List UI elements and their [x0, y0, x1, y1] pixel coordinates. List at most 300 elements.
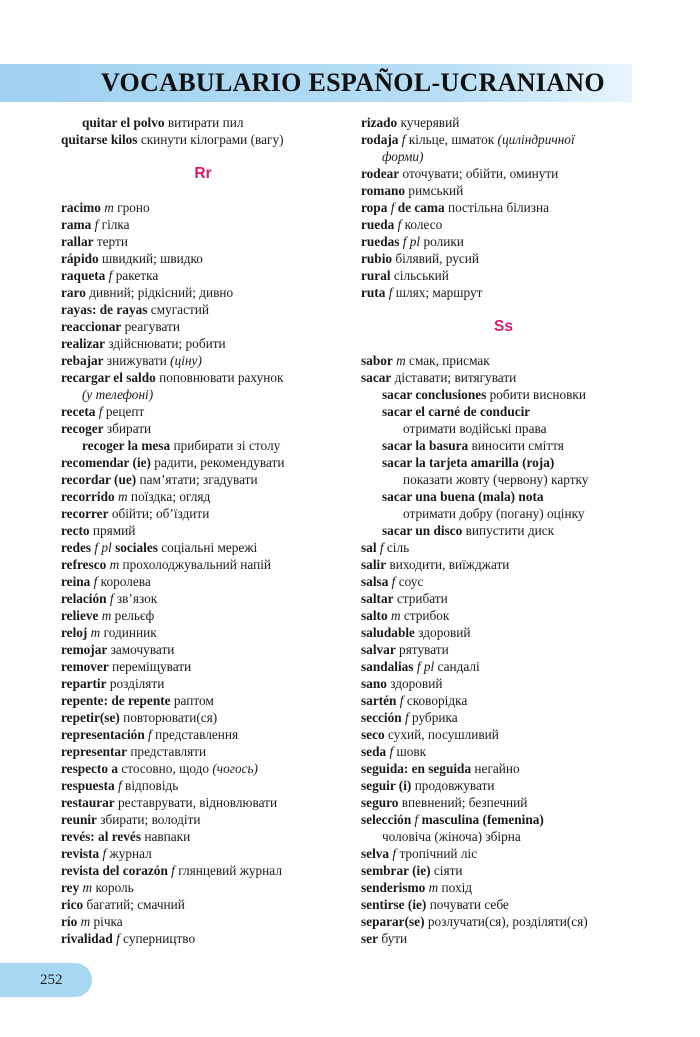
- entry-gender: f: [391, 574, 396, 589]
- vocab-entry: [361, 386, 646, 403]
- entry-gender: f: [414, 812, 419, 827]
- entry-term-continued: sociales: [115, 540, 158, 555]
- entry-term: rico: [61, 897, 84, 912]
- entry-term: sal: [361, 540, 377, 555]
- entry-translation: знижувати: [106, 353, 167, 368]
- entry-term: quitar el polvo: [82, 115, 165, 130]
- vocab-entry: [61, 879, 345, 896]
- page-number: 252: [40, 972, 63, 988]
- entry-translation: швидкий; швидко: [102, 251, 203, 266]
- entry-gender: f pl: [416, 659, 435, 674]
- entry-gender: m: [82, 880, 93, 895]
- entry-translation: витирати пил: [167, 115, 244, 130]
- entry-translation: суперництво: [123, 931, 196, 946]
- entry-term: recoger la mesa: [82, 438, 171, 453]
- entry-translation: розлучати(ся), розділяти(ся): [427, 914, 588, 929]
- entry-translation: поїздка; огляд: [130, 489, 211, 504]
- entry-term: río: [61, 914, 78, 929]
- entry-gender: m: [117, 489, 128, 504]
- entry-translation: прибирати зі столу: [173, 438, 281, 453]
- entry-term: rápido: [61, 251, 99, 266]
- entry-term: relación: [61, 591, 107, 606]
- vocab-entry: [361, 879, 646, 896]
- vocab-entry: [61, 896, 345, 913]
- vocab-entry: [61, 250, 345, 267]
- entry-term: reina: [61, 574, 91, 589]
- vocab-entry: [361, 284, 646, 301]
- entry-translation: обійти; об’їздити: [111, 506, 210, 521]
- entry-translation: римський: [408, 183, 464, 198]
- vocab-entry: [361, 709, 646, 726]
- entry-continuation: [361, 420, 646, 437]
- entry-term: rama: [61, 217, 92, 232]
- vocab-entry: [361, 794, 646, 811]
- entry-translation: похід: [441, 880, 473, 895]
- vocab-entry: [61, 199, 345, 216]
- entry-gender: m: [109, 557, 120, 572]
- entry-translation: випустити диск: [465, 523, 555, 538]
- entry-translation: рятувати: [399, 642, 449, 657]
- entry-term: quitarse kilos: [61, 132, 138, 147]
- entry-term: seguir (i): [361, 778, 412, 793]
- entry-translation: повторювати(ся): [123, 710, 218, 725]
- entry-term: recto: [61, 523, 90, 538]
- entry-note: (у телефоні): [82, 387, 154, 402]
- entry-translation: реставрувати, відновлювати: [118, 795, 278, 810]
- entry-translation: сіль: [386, 540, 410, 555]
- entry-term: recordar (ue): [61, 472, 137, 487]
- entry-gender: f: [390, 200, 395, 215]
- entry-translation: сковорідка: [406, 693, 468, 708]
- vocab-entry: [361, 862, 646, 879]
- entry-translation: багатий; смачний: [86, 897, 185, 912]
- entry-term: remover: [61, 659, 109, 674]
- entry-gender: m: [101, 608, 112, 623]
- vocab-entry: [61, 794, 345, 811]
- entry-translation: ролики: [423, 234, 464, 249]
- entry-gender: f: [148, 727, 152, 742]
- entry-translation: діставати; витягувати: [394, 370, 517, 385]
- vocab-entry: [61, 675, 345, 692]
- vocab-entry: [61, 811, 345, 828]
- entry-translation: здоровий: [418, 625, 471, 640]
- vocab-entry: [361, 556, 646, 573]
- entry-term-continued: de cama: [397, 200, 445, 215]
- vocab-entry: [61, 284, 345, 301]
- vocab-entry: [61, 641, 345, 658]
- vocab-entry: [61, 437, 345, 454]
- entry-translation: глянцевий журнал: [178, 863, 282, 878]
- entry-translation: замочувати: [110, 642, 175, 657]
- entry-gender: m: [80, 914, 91, 929]
- vocab-entry: [361, 488, 646, 505]
- entry-translation: рецепт: [105, 404, 145, 419]
- entry-term: rizado: [361, 115, 398, 130]
- entry-term: selección: [361, 812, 412, 827]
- vocab-entry: [61, 930, 345, 947]
- entry-continuation: [361, 471, 646, 488]
- entry-term: relieve: [61, 608, 99, 623]
- entry-translation: радити, рекомендувати: [154, 455, 285, 470]
- entry-translation: король: [95, 880, 134, 895]
- entry-term: recorrido: [61, 489, 115, 504]
- entry-term: revista: [61, 846, 100, 861]
- vocab-entry: [361, 743, 646, 760]
- entry-translation: чоловіча (жіноча) збірна: [382, 829, 521, 844]
- entry-gender: f: [118, 778, 122, 793]
- vocab-entry: [361, 437, 646, 454]
- section-letter: Ss: [494, 318, 513, 335]
- header-band: [0, 64, 632, 102]
- entry-term: sacar una buena (mala) nota: [382, 489, 544, 504]
- entry-term: seguida: en seguida: [361, 761, 472, 776]
- vocab-entry: [361, 199, 646, 216]
- entry-term: repente: de repente: [61, 693, 171, 708]
- vocab-entry: [61, 454, 345, 471]
- entry-translation: королева: [100, 574, 151, 589]
- entry-term: rivalidad: [61, 931, 113, 946]
- entry-gender: f: [98, 404, 103, 419]
- vocab-entry: [361, 369, 646, 386]
- entry-translation: сіяти: [433, 863, 463, 878]
- entry-translation: прохолоджувальний напій: [122, 557, 272, 572]
- entry-translation: продовжувати: [414, 778, 495, 793]
- vocab-entry: [361, 216, 646, 233]
- vocab-entry: [61, 658, 345, 675]
- vocab-entry: [361, 454, 646, 471]
- entry-term: rodear: [361, 166, 400, 181]
- entry-translation: прямий: [92, 523, 136, 538]
- entry-term: sabor: [361, 353, 393, 368]
- entry-translation: скинути кілограми (вагу): [140, 132, 284, 147]
- entry-gender: f: [102, 846, 107, 861]
- vocab-entry: [361, 811, 646, 828]
- vocab-entry: [61, 913, 345, 930]
- vocab-entry: [61, 862, 345, 879]
- entry-term: reaccionar: [61, 319, 122, 334]
- vocab-entry: [61, 369, 345, 386]
- entry-continuation: [361, 828, 646, 845]
- entry-term: senderismo: [361, 880, 426, 895]
- entry-translation: виходити, виїжджати: [389, 557, 510, 572]
- vocab-entry: [61, 267, 345, 284]
- vocab-entry: [61, 233, 345, 250]
- entry-note: (чогось): [212, 761, 258, 776]
- entry-term: sacar la tarjeta amarilla (roja): [382, 455, 555, 470]
- vocab-entry: [361, 896, 646, 913]
- entry-translation: стрибати: [396, 591, 448, 606]
- page-title: VOCABULARIO ESPAÑOL-UCRANIANO: [101, 68, 605, 97]
- vocab-entry: [361, 624, 646, 641]
- section-letter: Rr: [194, 165, 212, 182]
- entry-translation: реагувати: [124, 319, 180, 334]
- entry-term: representar: [61, 744, 127, 759]
- entry-term: sacar la basura: [382, 438, 469, 453]
- entry-term: salir: [361, 557, 387, 572]
- entry-term: representación: [61, 727, 145, 742]
- vocab-entry: [361, 131, 646, 148]
- entry-translation: кільце, шматок: [408, 132, 495, 147]
- vocab-entry: [61, 624, 345, 641]
- entry-translation: здійснювати; робити: [108, 336, 226, 351]
- entry-term: rueda: [361, 217, 395, 232]
- entry-term: revista del corazón: [61, 863, 168, 878]
- vocab-entry: [361, 692, 646, 709]
- vocabulary-column-right: [361, 114, 646, 947]
- entry-term: rebajar: [61, 353, 104, 368]
- entry-translation: показати жовту (червону) картку: [403, 472, 589, 487]
- vocab-entry: [361, 114, 646, 131]
- vocab-entry: [61, 131, 345, 148]
- entry-gender: f pl: [402, 234, 421, 249]
- vocab-entry: [361, 539, 646, 556]
- entry-term: ruedas: [361, 234, 400, 249]
- entry-translation: виносити сміття: [471, 438, 564, 453]
- entry-note: (ціну): [170, 353, 202, 368]
- entry-translation: збирати: [106, 421, 152, 436]
- vocab-entry: [61, 488, 345, 505]
- entry-gender: f: [93, 574, 98, 589]
- entry-gender: f: [388, 285, 393, 300]
- entry-gender: m: [396, 353, 406, 368]
- vocab-entry: [361, 913, 646, 930]
- entry-translation: негайно: [474, 761, 520, 776]
- entry-term: realizar: [61, 336, 106, 351]
- entry-term: salvar: [361, 642, 396, 657]
- entry-term: rey: [61, 880, 80, 895]
- vocab-entry: [61, 743, 345, 760]
- entry-term: recorrer: [61, 506, 109, 521]
- entry-term: recargar el saldo: [61, 370, 156, 385]
- entry-gender: m: [390, 608, 401, 623]
- entry-term: seda: [361, 744, 387, 759]
- entry-translation: смугастий: [150, 302, 210, 317]
- entry-term: sacar: [361, 370, 392, 385]
- entry-gender: m: [428, 880, 439, 895]
- vocab-entry: [61, 335, 345, 352]
- vocab-entry: [361, 930, 646, 947]
- entry-translation: колесо: [404, 217, 443, 232]
- entry-term: salto: [361, 608, 388, 623]
- entry-translation: збирати; володіти: [100, 812, 201, 827]
- entry-translation: смак, присмак: [409, 353, 490, 368]
- entry-translation: навпаки: [144, 829, 191, 844]
- vocab-entry: [61, 216, 345, 233]
- vocab-entry: [361, 760, 646, 777]
- entry-term: reunir: [61, 812, 97, 827]
- entry-translation: оточувати; обійти, оминути: [402, 166, 559, 181]
- entry-gender: f pl: [94, 540, 112, 555]
- entry-term: raro: [61, 285, 86, 300]
- entry-term: respecto a: [61, 761, 118, 776]
- entry-translation: гроно: [117, 200, 150, 215]
- entry-gender: f: [171, 863, 175, 878]
- entry-term: repetir(se): [61, 710, 120, 725]
- entry-term: recomendar (ie): [61, 455, 151, 470]
- entry-translation: отримати водійські права: [403, 421, 547, 436]
- vocab-entry: [361, 845, 646, 862]
- entry-translation: розділяти: [109, 676, 165, 691]
- vocab-entry: [61, 403, 345, 420]
- entry-term: seguro: [361, 795, 399, 810]
- entry-term: sección: [361, 710, 402, 725]
- vocab-entry: [361, 590, 646, 607]
- vocab-entry: [361, 267, 646, 284]
- entry-term: sandalias: [361, 659, 414, 674]
- vocab-entry: [361, 165, 646, 182]
- vocab-entry: [361, 607, 646, 624]
- entry-gender: f: [399, 693, 404, 708]
- entry-translation: впевнений; безпечний: [401, 795, 528, 810]
- vocab-entry: [61, 539, 345, 556]
- entry-term: rallar: [61, 234, 94, 249]
- entry-translation: бути: [381, 931, 408, 946]
- vocab-entry: [61, 556, 345, 573]
- entry-translation: стосовно, щодо: [121, 761, 210, 776]
- entry-term: rodaja: [361, 132, 399, 147]
- vocab-entry: [61, 420, 345, 437]
- entry-term: selva: [361, 846, 390, 861]
- entry-translation: дивний; рідкісний; дивно: [89, 285, 234, 300]
- vocab-entry: [361, 573, 646, 590]
- entry-term: ser: [361, 931, 378, 946]
- entry-gender: f: [94, 217, 99, 232]
- entry-translation: тропічний ліс: [399, 846, 478, 861]
- entry-gender: f: [108, 268, 113, 283]
- entry-translation: зв’язок: [116, 591, 158, 606]
- vocab-entry: [361, 182, 646, 199]
- vocab-entry: [61, 692, 345, 709]
- entry-term: redes: [61, 540, 92, 555]
- entry-translation: відповідь: [125, 778, 179, 793]
- entry-term: respuesta: [61, 778, 115, 793]
- vocab-entry: [61, 318, 345, 335]
- entry-translation: представлення: [155, 727, 239, 742]
- entry-translation: соціальні мережі: [161, 540, 258, 555]
- vocab-entry: [61, 777, 345, 794]
- entry-translation: отримати добру (погану) оцінку: [403, 506, 585, 521]
- entry-term: recoger: [61, 421, 104, 436]
- vocab-entry: [361, 250, 646, 267]
- entry-term: receta: [61, 404, 96, 419]
- vocab-entry: [361, 352, 646, 369]
- entry-term: sacar conclusiones: [382, 387, 487, 402]
- vocab-entry: [61, 522, 345, 539]
- entry-term: sembrar (ie): [361, 863, 431, 878]
- entry-translation: пам’ятати; згадувати: [139, 472, 258, 487]
- entry-translation: річка: [93, 914, 123, 929]
- entry-translation: переміщувати: [112, 659, 192, 674]
- entry-translation: білявий, русий: [395, 251, 479, 266]
- entry-gender: m: [90, 625, 101, 640]
- entry-gender: f: [379, 540, 384, 555]
- vocab-entry: [61, 726, 345, 743]
- entry-gender: m: [104, 200, 114, 215]
- entry-translation: соус: [398, 574, 424, 589]
- entry-translation: робити висновки: [489, 387, 586, 402]
- vocab-entry: [61, 114, 345, 131]
- entry-note: форми): [382, 149, 424, 164]
- entry-continuation: [361, 148, 646, 165]
- vocab-entry: [61, 573, 345, 590]
- entry-continuation: [361, 505, 646, 522]
- entry-term: racimo: [61, 200, 101, 215]
- vocab-entry: [61, 352, 345, 369]
- entry-translation: сухий, посушливий: [387, 727, 499, 742]
- entry-translation: поповнювати рахунок: [159, 370, 284, 385]
- vocab-entry: [61, 505, 345, 522]
- vocab-entry: [361, 658, 646, 675]
- vocab-entry: [361, 522, 646, 539]
- entry-term: ropa: [361, 200, 388, 215]
- vocab-entry: [361, 403, 646, 420]
- vocab-entry: [361, 233, 646, 250]
- entry-translation: терти: [96, 234, 128, 249]
- entry-gender: f: [401, 132, 406, 147]
- vocab-entry: [61, 845, 345, 862]
- entry-translation: годинник: [103, 625, 157, 640]
- vocab-entry: [361, 726, 646, 743]
- vocab-entry: [61, 607, 345, 624]
- vocab-entry: [61, 590, 345, 607]
- entry-term: restaurar: [61, 795, 115, 810]
- entry-term-continued: masculina (femenina): [421, 812, 544, 827]
- entry-translation: шовк: [396, 744, 427, 759]
- entry-translation: стрибок: [403, 608, 450, 623]
- entry-translation: журнал: [109, 846, 152, 861]
- entry-translation: гілка: [101, 217, 130, 232]
- entry-term: refresco: [61, 557, 107, 572]
- entry-term: sacar un disco: [382, 523, 463, 538]
- entry-term: sentirse (ie): [361, 897, 427, 912]
- entry-translation: ракетка: [115, 268, 159, 283]
- entry-translation: представляти: [130, 744, 207, 759]
- entry-term: salsa: [361, 574, 389, 589]
- page-number-tab: [0, 963, 92, 997]
- vocab-entry: [361, 641, 646, 658]
- vocabulary-column-left: [61, 114, 345, 947]
- entry-gender: f: [109, 591, 114, 606]
- vocab-entry: [61, 301, 345, 318]
- entry-translation: здоровий: [390, 676, 443, 691]
- entry-term: rayas: de rayas: [61, 302, 148, 317]
- entry-term: rubio: [361, 251, 393, 266]
- entry-term: romano: [361, 183, 406, 198]
- entry-gender: f: [397, 217, 402, 232]
- entry-term: repartir: [61, 676, 107, 691]
- entry-translation: кучерявий: [400, 115, 460, 130]
- entry-translation: раптом: [173, 693, 214, 708]
- entry-term: ruta: [361, 285, 386, 300]
- vocab-entry: [361, 675, 646, 692]
- entry-gender: f: [392, 846, 397, 861]
- entry-gender: f: [404, 710, 409, 725]
- entry-term: separar(se): [361, 914, 425, 929]
- entry-translation: сільський: [393, 268, 449, 283]
- entry-term: sartén: [361, 693, 397, 708]
- entry-translation: постільна білизна: [447, 200, 549, 215]
- vocab-entry: [61, 760, 345, 777]
- entry-term: reloj: [61, 625, 88, 640]
- entry-translation: почувати себе: [429, 897, 509, 912]
- entry-term: saltar: [361, 591, 394, 606]
- entry-translation: рубрика: [411, 710, 458, 725]
- entry-continuation: [61, 386, 345, 403]
- entry-translation: шлях; маршрут: [395, 285, 483, 300]
- entry-term: sacar el carné de conducir: [382, 404, 531, 419]
- entry-translation: рельєф: [114, 608, 155, 623]
- vocab-entry: [61, 828, 345, 845]
